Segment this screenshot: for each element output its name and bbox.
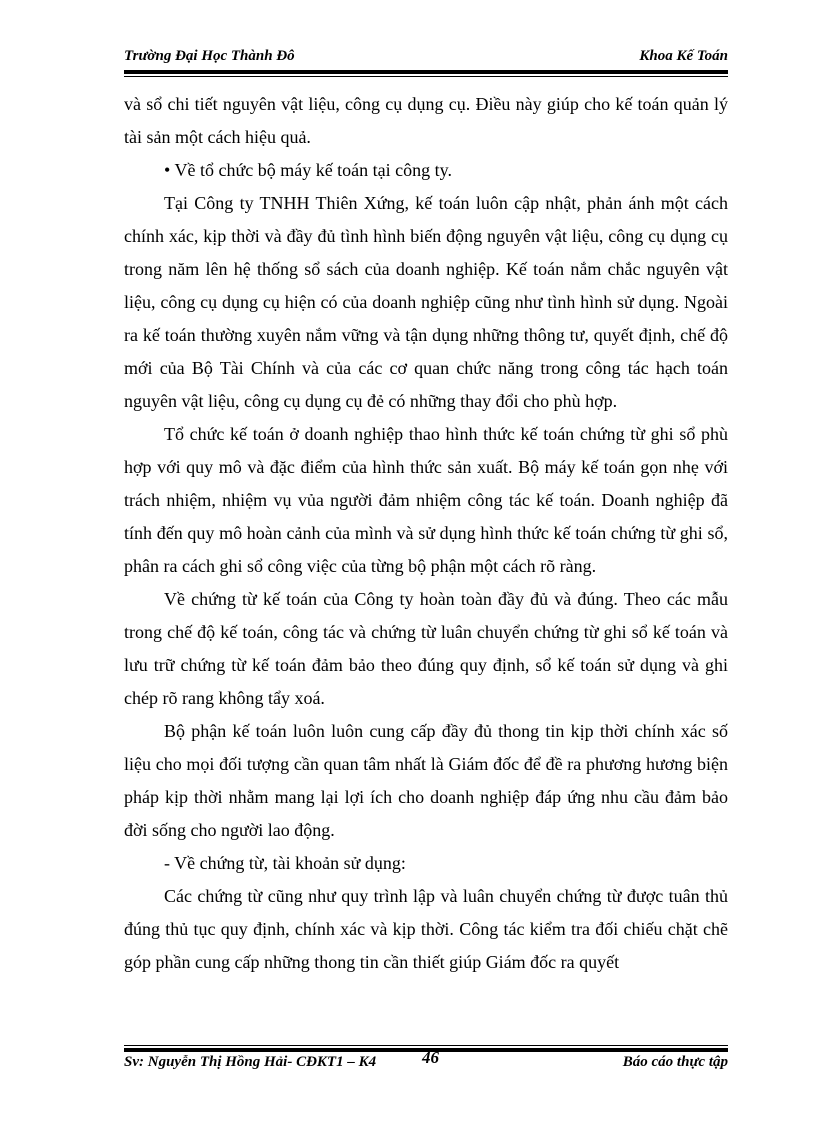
page-header xyxy=(124,46,728,70)
body-text xyxy=(124,88,728,979)
paragraph: Bộ phận kế toán luôn luôn cung cấp đầy đủ thong tin kịp thời chính xác số liệu cho mọi đối tượng cần quan tâm nhất là Giám đốc để đề ra phương hương biện pháp kịp thời nhằm mang lại lợi ích cho doanh nghiệp đáp ứng nhu cầu đảm bảo đời sống cho người lao động. xyxy=(124,721,728,840)
paragraph: Các chứng từ cũng như quy trình lập và luân chuyển chứng từ được tuân thủ đúng thủ tục quy định, chính xác và kịp thời. Công tác kiểm tra đối chiếu chặt chẽ góp phần cung cấp những thong tin cần thiết giúp Giám đốc ra quyết xyxy=(124,886,728,972)
header-faculty-name: Khoa Kế Toán xyxy=(639,48,728,64)
paragraph-bullet: • Về tổ chức bộ máy kế toán tại công ty. xyxy=(164,160,452,180)
header-school-name: Trường Đại Học Thành Đô xyxy=(124,48,295,64)
footer-student-info: Sv: Nguyễn Thị Hồng Hải- CĐKT1 – K4 xyxy=(124,1054,377,1070)
page-number: 46 xyxy=(422,1048,439,1067)
header-rule-thick xyxy=(124,70,728,74)
paragraph: và sổ chi tiết nguyên vật liệu, công cụ dụng cụ. Điều này giúp cho kế toán quản lý tài sản một cách hiệu quả. xyxy=(124,94,728,147)
footer-rule-thin xyxy=(124,1045,728,1046)
paragraph: Tại Công ty TNHH Thiên Xứng, kế toán luôn cập nhật, phản ánh một cách chính xác, kịp thời và đầy đủ tình hình biến động nguyên vật liệu, công cụ dụng cụ trong năm lên hệ thống sổ sách của doanh nghiệp. Kế toán nắm chắc nguyên vật liệu, công cụ dụng cụ hiện có của doanh nghiệp cũng như tình hình sử dụng. Ngoài ra kế toán thường xuyên nắm vững và tận dụng những thông tư, quyết định, chế độ mới của Bộ Tài Chính và của các cơ quan chức năng trong công tác hạch toán nguyên vật liệu, công cụ dụng cụ đẻ có những thay đổi cho phù hợp. xyxy=(124,193,728,411)
paragraph: Tổ chức kế toán ở doanh nghiệp thao hình thức kế toán chứng từ ghi sổ phù hợp với quy mô và đặc điểm của hình thức sản xuất. Bộ máy kế toán gọn nhẹ với trách nhiệm, nhiệm vụ vủa người đảm nhiệm công tác kế toán. Doanh nghiệp đã tính đến quy mô hoàn cảnh của mình và sử dụng hình thức kế toán chứng từ ghi sổ, phân ra cách ghi sổ công việc của từng bộ phận một cách rõ ràng. xyxy=(124,424,728,576)
paragraph: Về chứng từ kế toán của Công ty hoàn toàn đầy đủ và đúng. Theo các mẫu trong chế độ kế toán, công tác và chứng từ luân chuyển chứng từ ghi sổ kế toán và lưu trữ chứng từ kế toán đảm bảo theo đúng quy định, sổ kế toán sử dụng và ghi chép rõ rang không tẩy xoá. xyxy=(124,589,728,708)
paragraph-subheading: - Về chứng từ, tài khoản sử dụng: xyxy=(164,853,406,873)
page-footer xyxy=(124,1048,728,1078)
footer-report-type: Báo cáo thực tập xyxy=(622,1054,728,1070)
header-rule-thin xyxy=(124,76,728,77)
